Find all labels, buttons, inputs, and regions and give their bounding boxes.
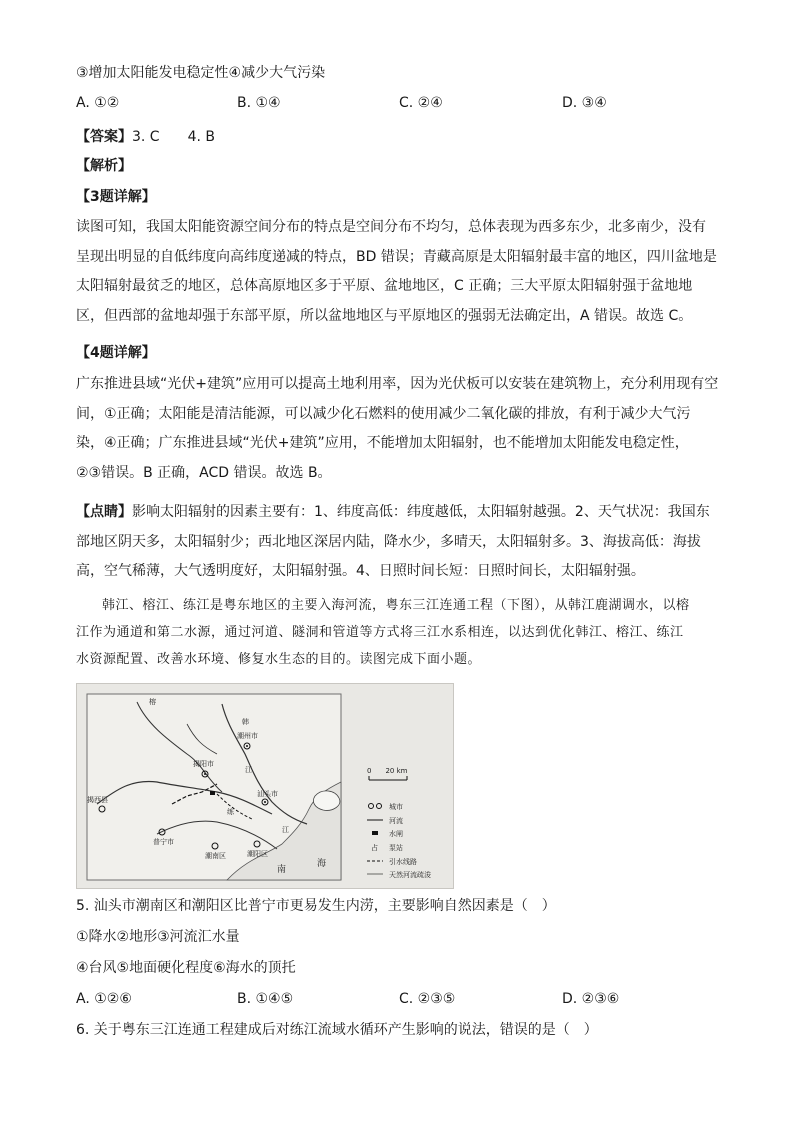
scale-label: 0 20 km: [367, 767, 408, 775]
q5-line-1: ①降水②地形③河流汇水量: [76, 929, 240, 945]
q4-choice-a: A. ①②: [76, 95, 120, 111]
label-nan: 南: [277, 865, 287, 875]
q5-stem: 5. 汕头市潮南区和潮阳区比普宁市更易发生内涝，主要影响自然因素是（ ）: [76, 898, 556, 914]
label-chaozhou: 潮州市: [237, 732, 258, 740]
legend-sluice: 水闸: [389, 830, 403, 838]
label-jiexi: 揭西县: [87, 796, 108, 804]
question-intro: [76, 592, 724, 673]
q4-choices: [76, 93, 716, 113]
map-svg: [77, 684, 453, 888]
answer-text: 3. C 4. B: [132, 129, 215, 145]
answer-tag: 【答案】: [76, 129, 132, 145]
label-chaoyang: 潮阳区: [247, 850, 268, 858]
q5-choices: [76, 989, 716, 1009]
q4-detail-line: ②③错误。B 正确，ACD 错误。故选 B。: [76, 464, 332, 481]
label-shantou: 汕头市: [257, 790, 278, 798]
q4-detail-line: 间，①正确；太阳能是清洁能源，可以减少化石燃料的使用减少二氧化碳的排放，有利于减少大气污: [76, 405, 691, 422]
q5-choice-c: C. ②③⑤: [399, 991, 456, 1007]
q3-detail-line: 读图可知，我国太阳能资源空间分布的特点是空间分布不均匀，总体表现为西多东少，北多南少，没有: [76, 219, 706, 235]
q5-choice-a: A. ①②⑥: [76, 991, 132, 1007]
label-jieyang: 揭阳市: [193, 760, 214, 768]
q4-choice-b: B. ①④: [237, 95, 281, 111]
answer-line: [76, 127, 215, 147]
q4-detail-line: 染，④正确；广东推进县域“光伏+建筑”应用，不能增加太阳辐射，也不能增加太阳能发电稳定性，: [76, 435, 689, 451]
q4-choice-d: D. ③④: [562, 95, 607, 111]
label-chaonan: 潮南区: [205, 852, 226, 860]
q4-detail-tag: 【4题详解】: [76, 345, 156, 361]
analysis-tag: 【解析】: [76, 158, 132, 174]
label-puning: 普宁市: [153, 838, 174, 846]
tip-line: 部地区阴天多，太阳辐射少；西北地区深居内陆，降水少，多晴天，太阳辐射多。3、海拔高低：海拔: [76, 533, 701, 550]
q5-line-2: ④台风⑤地面硬化程度⑥海水的顶托: [76, 960, 296, 976]
q3-detail-body: [76, 213, 716, 331]
q4-option-line: ③增加太阳能发电稳定性④减少大气污染: [76, 65, 326, 81]
sluice-icon: [210, 791, 215, 795]
label-lian: 练: [227, 808, 234, 816]
q3-detail-line: 太阳辐射最贫乏的地区，总体高原地区多于平原、盆地地区，C 正确；三大平原太阳辐射强于盆地地: [76, 278, 693, 294]
intro-line: 水资源配置、改善水环境、修复水生态的目的。读图完成下面小题。: [76, 652, 482, 667]
label-han-jiang: 江: [245, 766, 252, 774]
label-rong: 榕: [149, 698, 156, 706]
label-lian-jiang: 江: [282, 826, 289, 834]
legend-diversion: 引水线路: [389, 858, 417, 866]
q4-detail-body: [76, 370, 719, 488]
tip-body: [76, 498, 716, 587]
label-hai: 海: [317, 859, 327, 869]
three-rivers-map: [76, 683, 454, 889]
q3-detail-tag: 【3题详解】: [76, 189, 156, 205]
pump-symbol: 占: [371, 844, 378, 852]
label-han: 韩: [242, 718, 249, 726]
legend-river: 河流: [389, 817, 403, 825]
legend-dredging: 天然河流疏浚: [389, 871, 431, 879]
q4-detail-line: 广东推进县域“光伏+建筑”应用可以提高土地利用率，因为光伏板可以安装在建筑物上，充分利用现有空: [76, 376, 719, 392]
q5-choice-b: B. ①④⑤: [237, 991, 294, 1007]
q5-choice-d: D. ②③⑥: [562, 991, 620, 1007]
q4-choice-c: C. ②④: [399, 95, 443, 111]
q6-stem: 6. 关于粤东三江连通工程建成后对练江流域水循环产生影响的说法，错误的是（ ）: [76, 1022, 598, 1038]
legend-city: 城市: [389, 803, 403, 811]
tip-line: 高，空气稀薄，大气透明度好，太阳辐射强。4、日照时间长短：日照时间长，太阳辐射强。: [76, 563, 645, 579]
q3-detail-line: 区，但西部的盆地却强于东部平原，所以盆地地区与平原地区的强弱无法确定出，A 错误。故选 C。: [76, 307, 693, 324]
intro-line: 江作为通道和第二水源，通过河道、隧洞和管道等方式将三江水系相连，以达到优化韩江、榕江、练江: [76, 625, 684, 640]
tip-line-1: 【点睛】影响太阳辐射的因素主要有：1、纬度高低：纬度越低，太阳辐射越强。2、天气状况：我国东: [76, 504, 710, 520]
tip-tag: 【点睛】: [76, 504, 132, 520]
q3-detail-line: 呈现出明显的自低纬度向高纬度递减的特点，BD 错误；青藏高原是太阳辐射最丰富的地区，四川盆地是: [76, 248, 717, 265]
island: [313, 791, 339, 810]
legend-pump: 泵站: [389, 844, 403, 852]
intro-line: 韩江、榕江、练江是粤东地区的主要入海河流，粤东三江连通工程（下图），从韩江鹿湖调水，以榕: [102, 598, 690, 613]
